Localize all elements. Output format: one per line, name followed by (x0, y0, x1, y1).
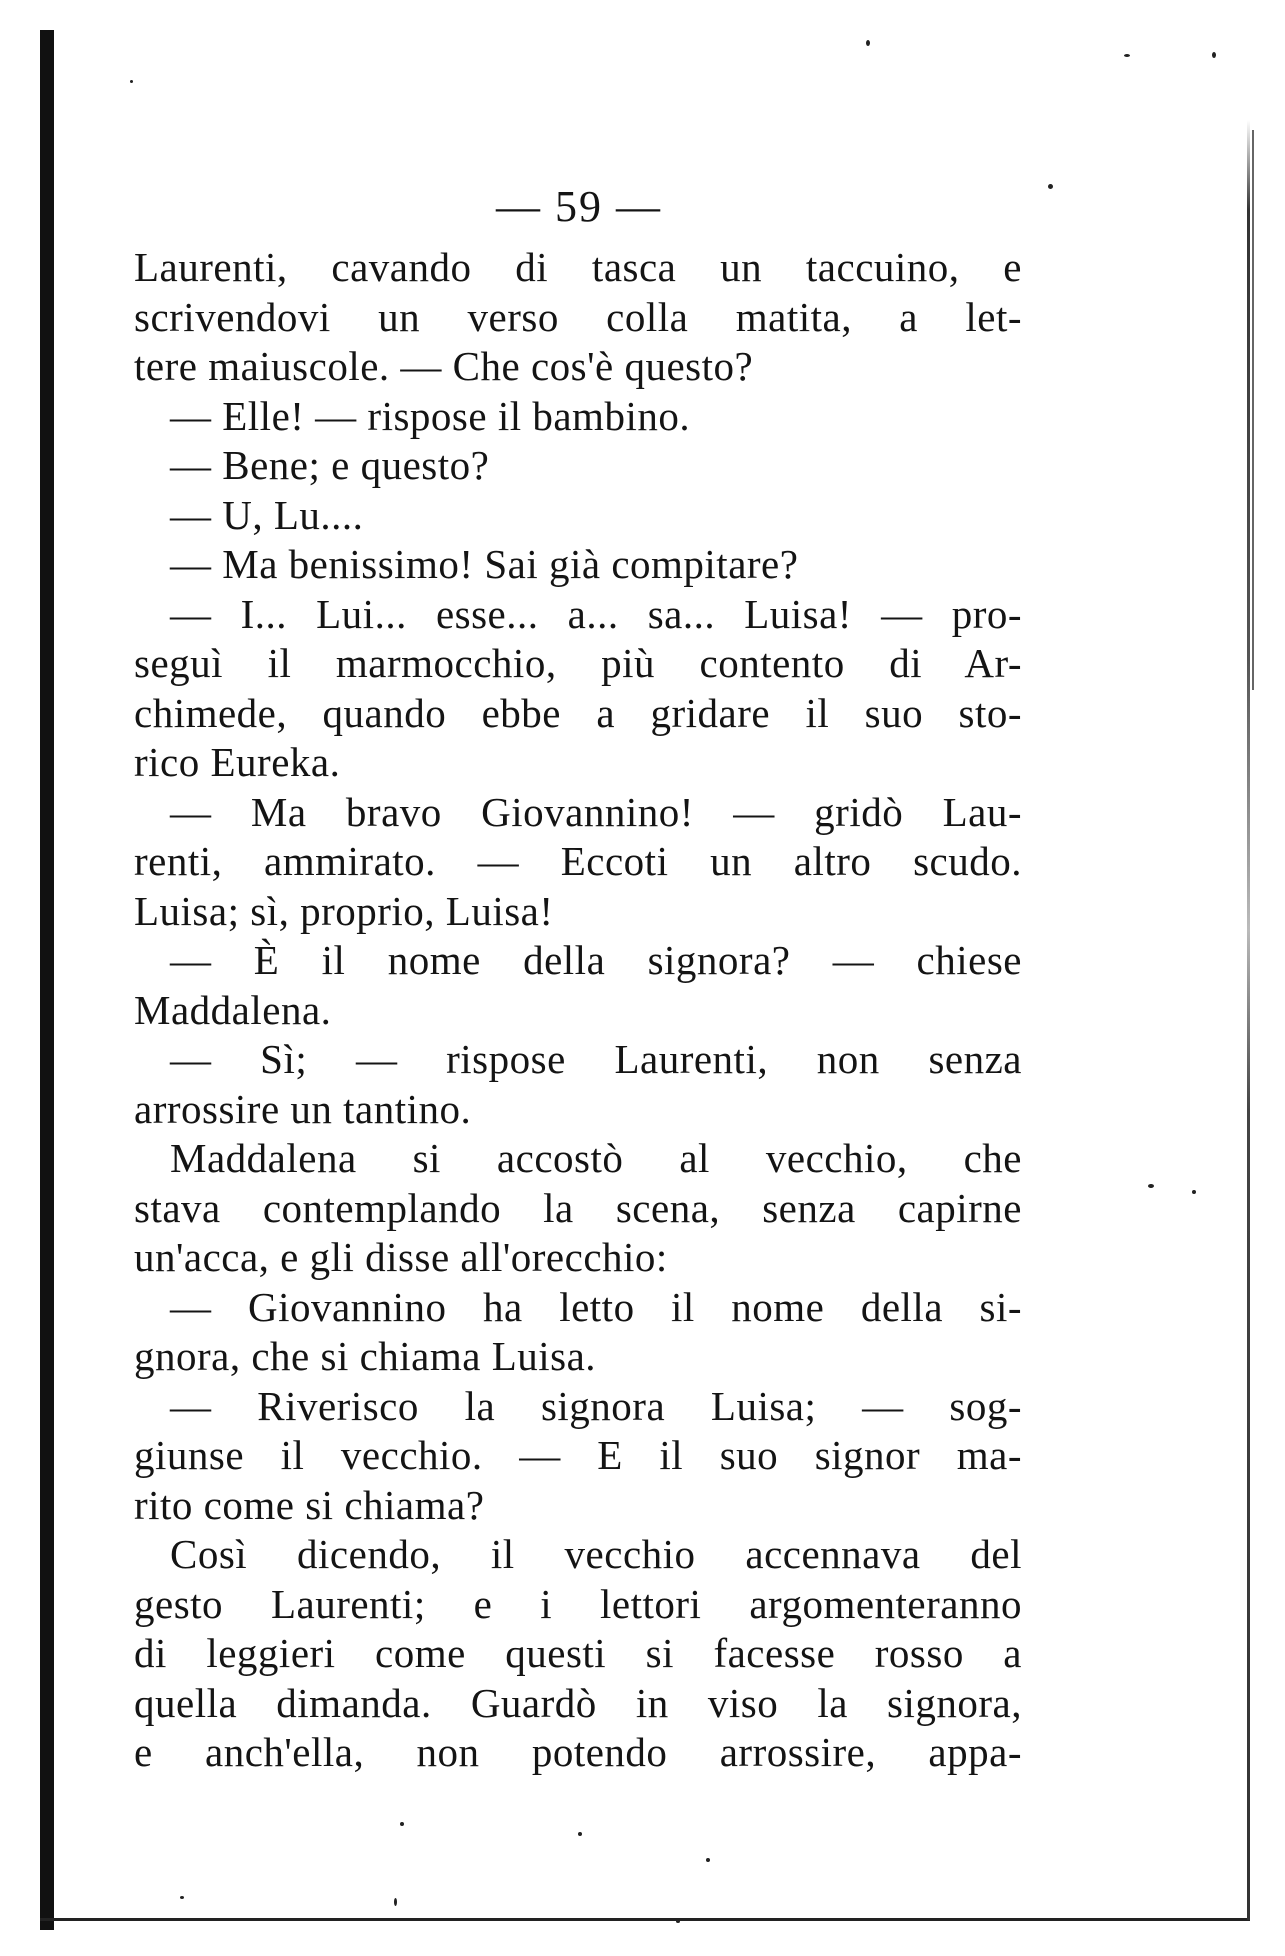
text-line: Così dicendo, il vecchio accennava del (170, 1531, 1022, 1577)
text-line: e anch'ella, non potendo arrossire, appa- (134, 1729, 1022, 1775)
text-line: rito come si chiama? (134, 1481, 485, 1528)
text-line: renti, ammirato. — Eccoti un altro scudo. (134, 838, 1022, 884)
scan-speck (1048, 184, 1053, 189)
page-right-edge-shadow (1252, 130, 1254, 690)
text-line: chimede, quando ebbe a gridare il suo sto- (134, 689, 1022, 736)
text-line: gesto Laurenti; e i lettori argomenteranno (134, 1580, 1022, 1627)
text-line: — Bene; e questo? (170, 442, 490, 488)
scan-speck (676, 1920, 680, 1923)
scan-speck (1124, 54, 1130, 57)
scan-speck (578, 1832, 582, 1836)
text-line: arrossire un tantino. (134, 1085, 472, 1132)
page-binding-edge (40, 30, 54, 1930)
text-line: Luisa; sì, proprio, Luisa! (134, 887, 554, 934)
scan-speck (1192, 1190, 1196, 1194)
text-line: tere maiuscole. — Che cos'è questo? (134, 343, 754, 389)
text-line: un'acca, e gli disse all'orecchio: (134, 1234, 668, 1280)
text-line: — Riverisco la signora Luisa; — sog- (170, 1382, 1022, 1429)
scan-speck (394, 1898, 397, 1906)
scan-speck (400, 1822, 404, 1826)
text-line: — U, Lu.... (170, 491, 364, 538)
scan-speck (180, 1896, 184, 1899)
scan-speck (1212, 52, 1216, 58)
text-line: — Giovannino ha letto il nome della si- (170, 1283, 1022, 1330)
scan-speck (130, 80, 133, 83)
body-text (134, 243, 1022, 1778)
text-line: rico Eureka. (134, 739, 341, 785)
text-line: — I... Lui... esse... a... sa... Luisa! — pro- (170, 590, 1022, 637)
page-right-edge (1247, 120, 1250, 1920)
text-line: — Sì; — rispose Laurenti, non senza (170, 1036, 1022, 1082)
text-line: quella dimanda. Guardò in viso la signora, (134, 1679, 1022, 1726)
text-line: di leggieri come questi si facesse rosso a (134, 1630, 1022, 1676)
page-bottom-edge (40, 1918, 1250, 1921)
text-line: — Ma benissimo! Sai già compitare? (170, 541, 799, 587)
text-line: — Elle! — rispose il bambino. (170, 392, 691, 439)
text-line: scrivendovi un verso colla matita, a let- (134, 293, 1022, 340)
text-line: gnora, che si chiama Luisa. (134, 1333, 597, 1379)
text-line: Laurenti, cavando di tasca un taccuino, e (134, 244, 1022, 290)
text-line: giunse il vecchio. — E il suo signor ma- (134, 1432, 1022, 1478)
text-line: seguì il marmocchio, più contento di Ar- (134, 640, 1022, 686)
scan-speck (706, 1858, 710, 1862)
page-number: — 59 — (496, 182, 662, 231)
text-line: — È il nome della signora? — chiese (170, 937, 1022, 983)
scan-speck (866, 40, 870, 46)
text-line: Maddalena. (134, 986, 332, 1033)
scan-speck (1148, 1184, 1154, 1188)
text-line: Maddalena si accostò al vecchio, che (170, 1135, 1022, 1181)
text-line: — Ma bravo Giovannino! — gridò Lau- (170, 788, 1022, 835)
text-line: stava contemplando la scena, senza capirne (134, 1184, 1022, 1231)
